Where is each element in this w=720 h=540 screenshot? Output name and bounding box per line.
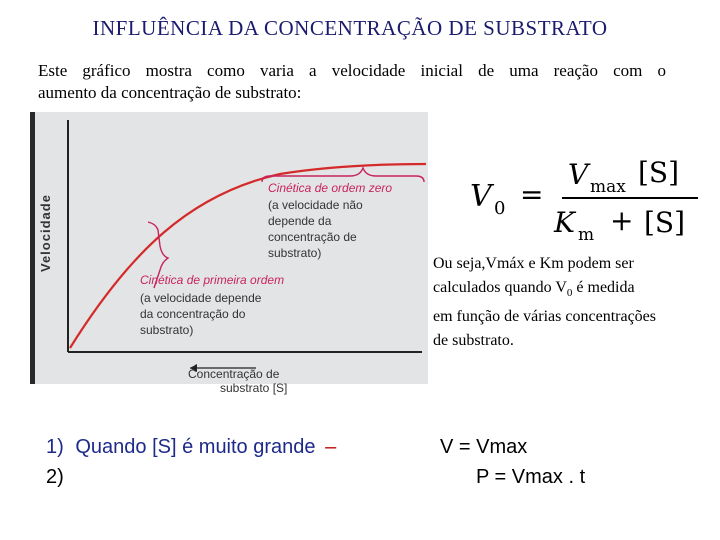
note-line-2 [433, 276, 719, 305]
equation-note [433, 252, 719, 353]
list-item-1 [46, 436, 336, 459]
zero-order-text-1: (a velocidade não [268, 198, 363, 212]
list-item-1-text: Quando [S] é muito grande [75, 436, 316, 458]
list-item-1-dash: – [325, 436, 337, 458]
intro-text [38, 60, 666, 104]
result-velocity: V = Vmax [440, 436, 528, 458]
equation-equals: = [520, 178, 544, 211]
graph-svg [30, 112, 428, 395]
note-line-4: de substrato. [433, 332, 514, 350]
first-order-text-1: (a velocidade depende [140, 291, 262, 305]
photo-left-edge [30, 112, 35, 384]
zero-order-text-4: substrato) [268, 246, 322, 260]
velocity-graph-photo [30, 112, 428, 395]
equation-num-sub: max [590, 177, 626, 197]
equation-lhs: V [470, 179, 492, 214]
slide-title: INFLUÊNCIA DA CONCENTRAÇÃO DE SUBSTRATO [92, 16, 608, 40]
equation-lhs-sub: 0 [494, 198, 506, 219]
equation-den-plus: + [610, 204, 634, 237]
y-axis-label: Velocidade [38, 194, 53, 272]
note-line-3: em função de várias concentrações [433, 308, 656, 326]
equation-num-s: [S] [638, 156, 680, 189]
intro-line-2: aumento da concentração de substrato: [38, 83, 302, 102]
first-order-text-3: substrato) [140, 323, 194, 337]
x-axis-label-2: substrato [S] [220, 381, 288, 395]
list-item-2-number: 2) [46, 466, 64, 488]
equation-num-v: V [568, 158, 589, 191]
equation-den-sub: m [578, 225, 595, 245]
first-order-text-2: da concentração do [140, 307, 246, 321]
note-line-2-end: é medida [572, 279, 635, 296]
note-line-1: Ou seja,Vmáx e Km podem ser [433, 255, 634, 272]
zero-order-text-2: depende da [268, 214, 332, 228]
first-order-title: Cinética de primeira ordem [140, 273, 285, 287]
list-item-1-number: 1) [46, 436, 64, 458]
graph-background [30, 112, 428, 384]
note-line-2-start: calculados quando V [433, 279, 567, 296]
equation-den-k: K [554, 206, 575, 239]
note-line-2-sub: 0 [566, 287, 573, 300]
zero-order-text-3: concentração de [268, 230, 357, 244]
intro-line-1: Este gráfico mostra como varia a velocidade inicial de uma reação com o [38, 61, 666, 80]
equation-den-s: [S] [644, 206, 686, 239]
zero-order-title: Cinética de ordem zero [268, 181, 393, 195]
michaelis-menten-equation [466, 146, 706, 256]
result-product: P = Vmax . t [476, 466, 586, 488]
x-axis-label-1: Concentração de [188, 367, 280, 381]
